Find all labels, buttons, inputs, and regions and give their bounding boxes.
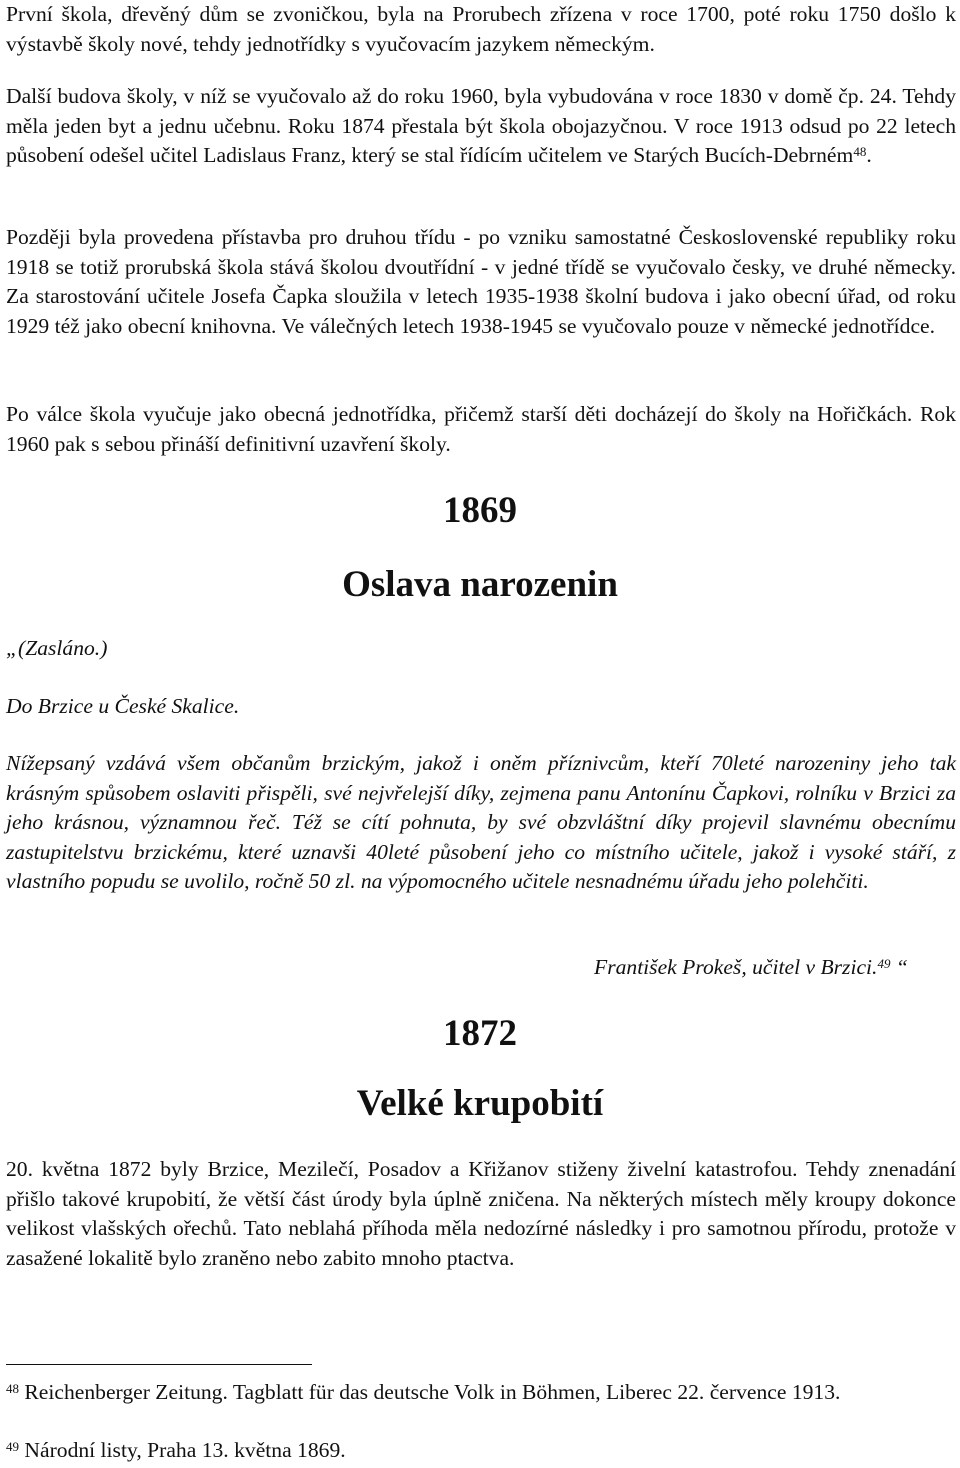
paragraph-after-war [6, 400, 956, 459]
closing-quote: “ [890, 955, 908, 979]
paragraph-text: První škola, dřevěný dům se zvoničkou, byla na Prorubech zřízena v roce 1700, poté roku 1750 došlo k výstavbě školy nové, tehdy jednotřídky s vyučovacím jazykem německým. [6, 2, 956, 56]
paragraph-extension [6, 223, 956, 341]
footnote-number: 49 [6, 1439, 19, 1454]
paragraph-second-building [6, 82, 956, 171]
paragraph-text: Další budova školy, v níž se vyučovalo až do roku 1960, byla vybudována v roce 1830 v domě čp. 24. Tehdy měla jeden byt a jednu učebnu. Roku 1874 přestala být škola obojazyčnou. V roce 1913 odsud po 22 letech působení odešel učitel Ladislaus Franz, který se stal řídícím učitelem ve Starých Bucích-Debrném [6, 84, 956, 167]
paragraph-hailstorm [6, 1155, 956, 1273]
footnote-ref-48[interactable]: 48 [853, 144, 867, 159]
footnote-49 [6, 1436, 956, 1465]
paragraph-first-school [6, 0, 956, 59]
letter-body [6, 749, 956, 897]
footnote-number: 48 [6, 1381, 19, 1396]
zaslano-label: „(Zasláno.) [6, 636, 108, 660]
section-year-1872: 1872 [443, 1013, 517, 1054]
letter-text: Nížepsaný vzdává všem občanům brzickým, jakož i oněm příznivcům, kteří 70leté narozeniny jeho tak krásným spůsobem oslaviti přispěli, své nejvřelejší díky, zejmena panu Antonínu Čapkovi, rolníku v Brzici za jeho krásnou, významnou řeč. Též se cítí pohnuta, by své obzvláštní díky projevil slavnému obecnímu zastupitelstvu brzickému, které uznavši 40leté působení jeho co místního učitele, jakož i vysoké stáří, z vlastního popudu se uvolilo, ročně 50 zl. na výpomocného učitele nesnadnému úřadu jeho polehčiti. [6, 751, 956, 893]
place-line: Do Brzice u České Skalice. [6, 694, 240, 718]
paragraph-text: Po válce škola vyučuje jako obecná jednotřídka, přičemž starší děti docházejí do školy na Hořičkách. Rok 1960 pak s sebou přináší definitivní uzavření školy. [6, 402, 956, 456]
footnote-divider [6, 1364, 312, 1365]
section-title-1869: Oslava narozenin [342, 564, 618, 605]
footnote-text: Národní listy, Praha 13. května 1869. [19, 1438, 346, 1462]
footnote-48 [6, 1378, 956, 1407]
footnote-text: Reichenberger Zeitung. Tagblatt für das deutsche Volk in Böhmen, Liberec 22. července 1913. [19, 1380, 841, 1404]
signature-text: František Prokeš, učitel v Brzici. [594, 955, 878, 979]
footnote-ref-49[interactable]: 49 [877, 956, 891, 971]
paragraph-text: 20. května 1872 byly Brzice, Mezilečí, Posadov a Křižanov stiženy živelní katastrofou. Tehdy znenadání přišlo takové krupobití, že větší část úrody byla úplně zničena. Na některých místech měly kroupy dokonce velikost vlašských ořechů. Tato neblahá příhoda měla nedozírné následky i pro samotnou přírodu, protože v zasažené lokalitě bylo zraněno nebo zabito mnoho ptactva. [6, 1157, 956, 1270]
signature-line [594, 953, 960, 983]
paragraph-end: . [866, 143, 872, 167]
section-title-1872: Velké krupobití [356, 1083, 604, 1124]
section-year-1869: 1869 [443, 490, 517, 531]
paragraph-text: Později byla provedena přístavba pro druhou třídu - po vzniku samostatné Československé republiky roku 1918 se totiž prorubská škola stává školou dvoutřídní - v jedné třídě se vyučovalo česky, ve druhé německy. Za starostování učitele Josefa Čapka sloužila v letech 1935-1938 školní budova i jako obecní úřad, od roku 1929 též jako obecní knihovna. Ve válečných letech 1938-1945 se vyučovalo pouze v německé jednotřídce. [6, 225, 956, 338]
